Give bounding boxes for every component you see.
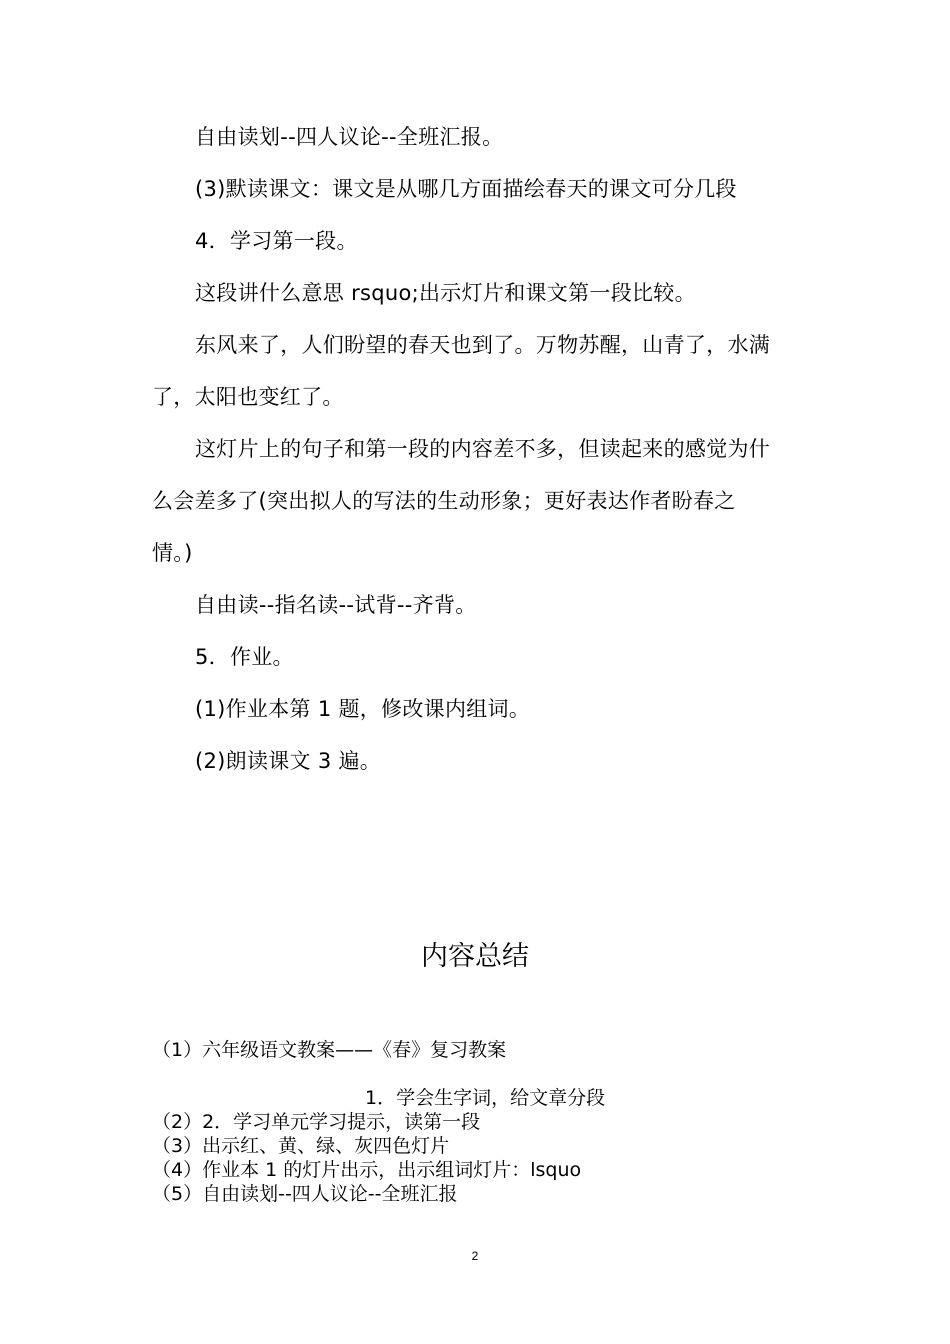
body-line-1: 自由读划--四人议论--全班汇报。 (195, 125, 504, 149)
body-line-13: (2)朗读课文 3 遍。 (195, 749, 382, 773)
body-line-4: 这段讲什么意思 rsquo;出示灯片和课文第一段比较。 (195, 281, 696, 305)
page-number: 2 (471, 1249, 479, 1263)
body-line-11: 5．作业。 (195, 645, 294, 669)
body-line-6: 了，太阳也变红了。 (152, 385, 344, 409)
summary-item-5: （5）自由读划--四人议论--全班汇报 (152, 1183, 458, 1205)
body-line-5: 东风来了，人们盼望的春天也到了。万物苏醒，山青了，水满 (195, 333, 771, 357)
summary-item-2: （2）2．学习单元学习提示，读第一段 (152, 1111, 481, 1133)
summary-item-1: （1）六年级语文教案——《春》复习教案 (152, 1039, 507, 1061)
body-line-7: 这灯片上的句子和第一段的内容差不多，但读起来的感觉为什 (195, 437, 771, 461)
summary-item-3: （3）出示红、黄、绿、灰四色灯片 (152, 1135, 450, 1157)
body-line-9: 情。) (152, 541, 193, 565)
body-line-3: 4．学习第一段。 (195, 229, 358, 253)
summary-center-line: 1．学会生字词，给文章分段 (365, 1087, 606, 1109)
summary-item-4: （4）作业本 1 的灯片出示，出示组词灯片：lsquo (152, 1159, 582, 1181)
summary-title: 内容总结 (421, 941, 529, 972)
body-line-10: 自由读--指名读--试背--齐背。 (195, 593, 477, 617)
body-line-2: (3)默读课文：课文是从哪几方面描绘春天的课文可分几段 (195, 177, 737, 201)
body-line-8: 么会差多了(突出拟人的写法的生动形象；更好表达作者盼春之 (152, 489, 736, 513)
body-line-12: (1)作业本第 1 题，修改课内组词。 (195, 697, 531, 721)
